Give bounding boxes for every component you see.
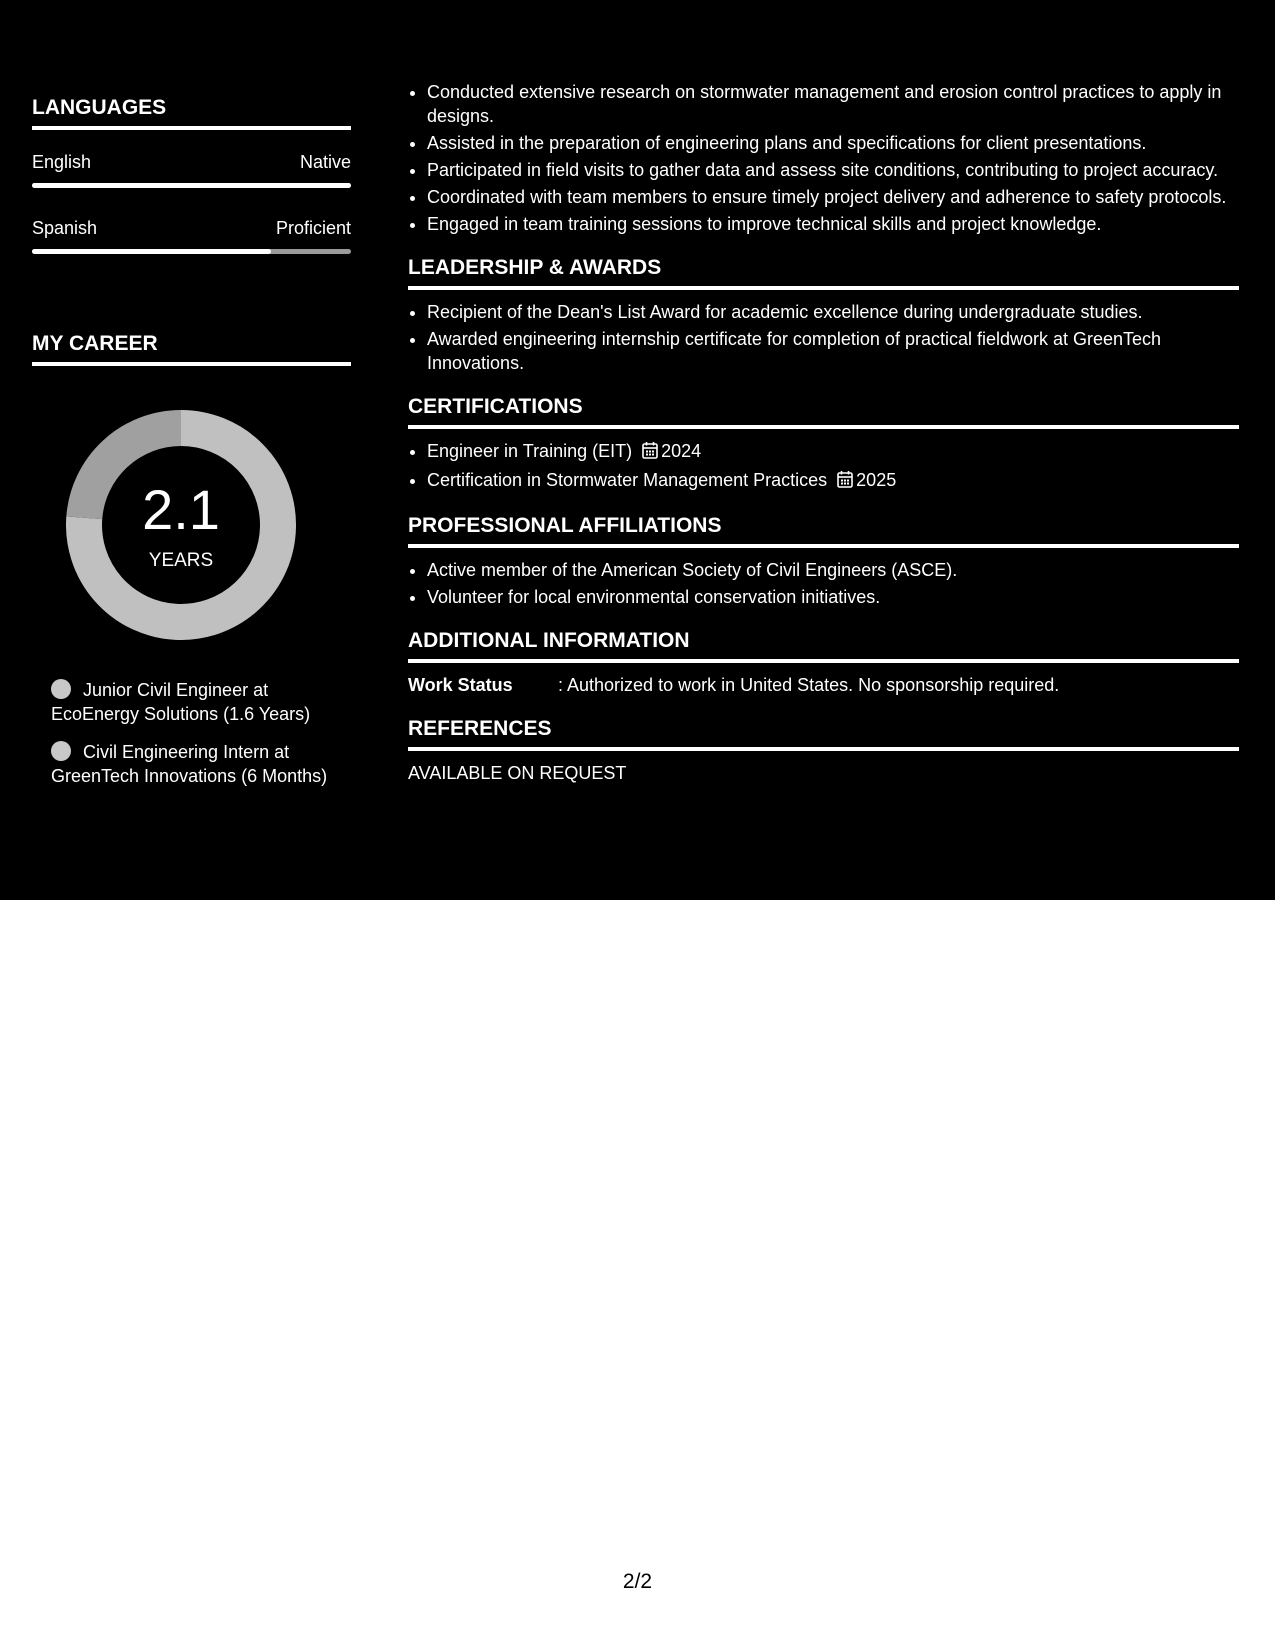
language-proficiency-fill — [32, 183, 351, 188]
career-heading: MY CAREER — [32, 332, 351, 366]
language-name: Spanish — [32, 218, 98, 238]
certification-name: Engineer in Training (EIT) — [427, 441, 633, 461]
certifications-section — [408, 395, 1239, 494]
references-heading: REFERENCES — [408, 717, 1239, 751]
experience-bullet-list — [408, 80, 1239, 236]
career-legend-label: Civil Engineering Intern at GreenTech Innovations (6 Months) — [51, 742, 328, 786]
certification-item — [427, 439, 1239, 465]
career-donut-chart — [66, 410, 296, 640]
additional-info-section — [408, 629, 1239, 697]
language-proficiency-bar — [32, 249, 351, 254]
experience-bullet: • Assisted in the preparation of engineering plans and specifications for client presentations. — [427, 131, 1239, 155]
career-total-years: 2.1 — [142, 478, 220, 541]
language-level: Proficient — [275, 218, 351, 238]
experience-bullet: • Participated in field visits to gather data and assess site conditions, contributing to project accuracy. — [427, 158, 1239, 182]
calendar-icon — [642, 441, 658, 465]
language-level: Native — [299, 152, 351, 172]
right-column — [408, 80, 1239, 785]
page-number: 2/2 — [622, 1570, 653, 1593]
experience-bullet: • Engaged in team training sessions to improve technical skills and project knowledge. — [427, 212, 1239, 236]
language-name: English — [32, 152, 92, 172]
experience-bullet: • Coordinated with team members to ensure timely project delivery and adherence to safety protocols. — [427, 185, 1239, 209]
leadership-heading: LEADERSHIP & AWARDS — [408, 256, 1239, 290]
legend-dot-icon — [51, 741, 71, 761]
additional-info-heading: ADDITIONAL INFORMATION — [408, 629, 1239, 663]
career-legend-label: Junior Civil Engineer at EcoEnergy Solutions (1.6 Years) — [51, 680, 311, 724]
certifications-heading: CERTIFICATIONS — [408, 395, 1239, 429]
references-text: AVAILABLE ON REQUEST — [408, 763, 627, 783]
references-section — [408, 717, 1239, 785]
calendar-icon — [837, 470, 853, 494]
work-status-label: Work Status — [408, 675, 513, 695]
work-status-value: : Authorized to work in United States. No sponsorship required. — [558, 675, 1060, 695]
language-proficiency-fill — [32, 249, 271, 254]
leadership-item: • Recipient of the Dean's List Award for academic excellence during undergraduate studies. — [427, 300, 1239, 324]
legend-dot-icon — [51, 679, 71, 699]
certification-year: 2025 — [856, 470, 897, 490]
affiliation-item: • Volunteer for local environmental conservation initiatives. — [427, 585, 1239, 609]
affiliations-section — [408, 514, 1239, 609]
affiliation-item: • Active member of the American Society of Civil Engineers (ASCE). — [427, 558, 1239, 582]
certification-year: 2024 — [661, 441, 702, 461]
left-column — [32, 96, 351, 802]
experience-bullet: • Conducted extensive research on stormwater management and erosion control practices to apply in designs. — [427, 80, 1239, 128]
career-legend-item — [51, 740, 341, 788]
career-years-unit: YEARS — [148, 550, 214, 571]
language-item — [32, 152, 351, 188]
career-legend-item — [51, 678, 341, 726]
language-item — [32, 218, 351, 254]
leadership-section — [408, 256, 1239, 375]
certification-name: Certification in Stormwater Management Practices — [427, 470, 828, 490]
certification-item — [427, 468, 1239, 494]
language-proficiency-bar — [32, 183, 351, 188]
career-legend — [51, 678, 341, 788]
languages-heading: LANGUAGES — [32, 96, 351, 130]
work-status-row — [408, 673, 1239, 697]
affiliations-heading: PROFESSIONAL AFFILIATIONS — [408, 514, 1239, 548]
leadership-item: • Awarded engineering internship certificate for completion of practical fieldwork at GreenTech Innovations. — [427, 327, 1239, 375]
